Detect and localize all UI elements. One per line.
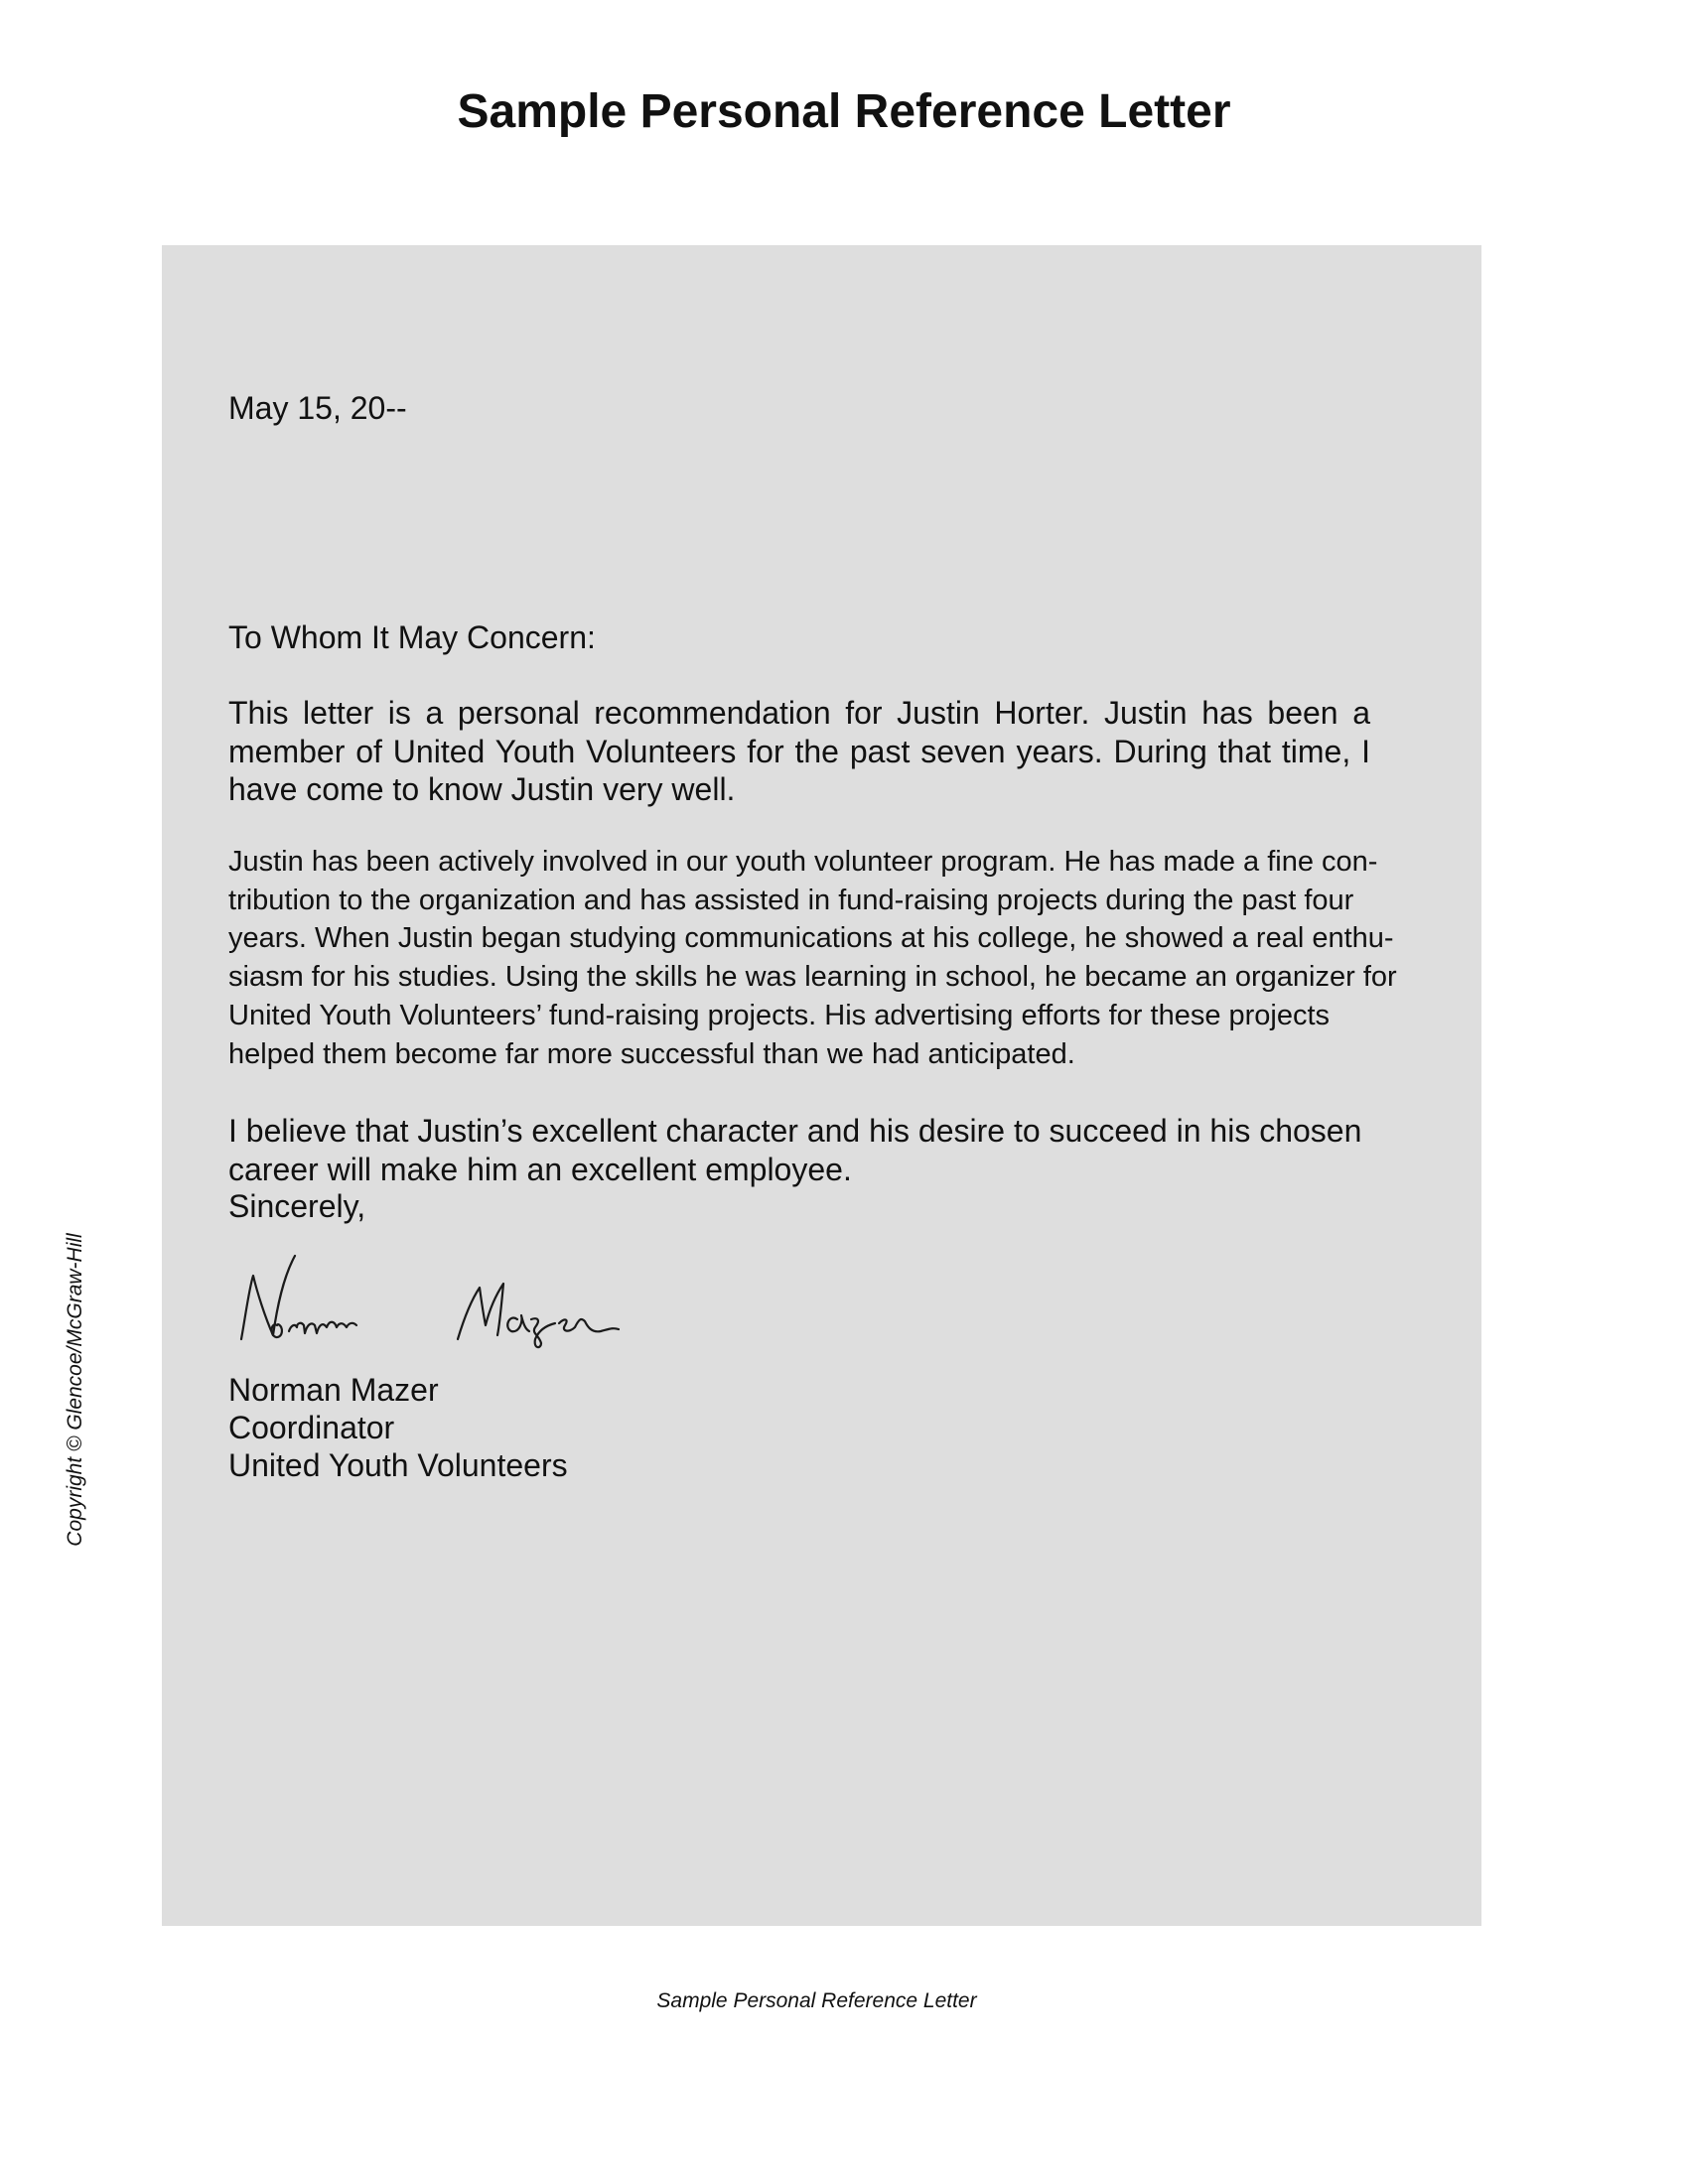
letter-paragraph-1: This letter is a personal recommendation for Justin Horter. Justin has been a member of United Youth Volunteers for the past seven years. During that time, I have come to know Justin very well.: [228, 695, 1370, 807]
sender-title: Coordinator: [228, 1410, 395, 1445]
sender-name: Norman Mazer: [228, 1372, 439, 1408]
copyright-notice: Copyright © Glencoe/McGraw-Hill: [64, 1233, 86, 1547]
letter-salutation: To Whom It May Concern:: [228, 619, 596, 655]
letter-closing: Sincerely,: [228, 1188, 366, 1224]
letter-panel: [162, 245, 1481, 1926]
page-title: Sample Personal Reference Letter: [457, 85, 1231, 138]
handwritten-signature: [231, 1248, 638, 1352]
letter-paragraph-2: Justin has been actively involved in our youth volunteer program. He has made a fine con-tribution to the organization and has assisted in fund-raising projects during the past four years. When Justin began studying communications at his college, he showed a real enthu-siasm for his studies. Using the skills he was learning in school, he became an organizer for United Youth Volunteers’ fund-raising projects. His advertising efforts for these projects helped them become far more successful than we had anticipated.: [228, 846, 1397, 1070]
letter-date: May 15, 20--: [228, 390, 407, 426]
page-footer: Sample Personal Reference Letter: [656, 1989, 977, 2012]
sender-organization: United Youth Volunteers: [228, 1447, 568, 1483]
letter-paragraph-3: I believe that Justin’s excellent character and his desire to succeed in his chosen career will make him an excellent employee.: [228, 1113, 1362, 1187]
